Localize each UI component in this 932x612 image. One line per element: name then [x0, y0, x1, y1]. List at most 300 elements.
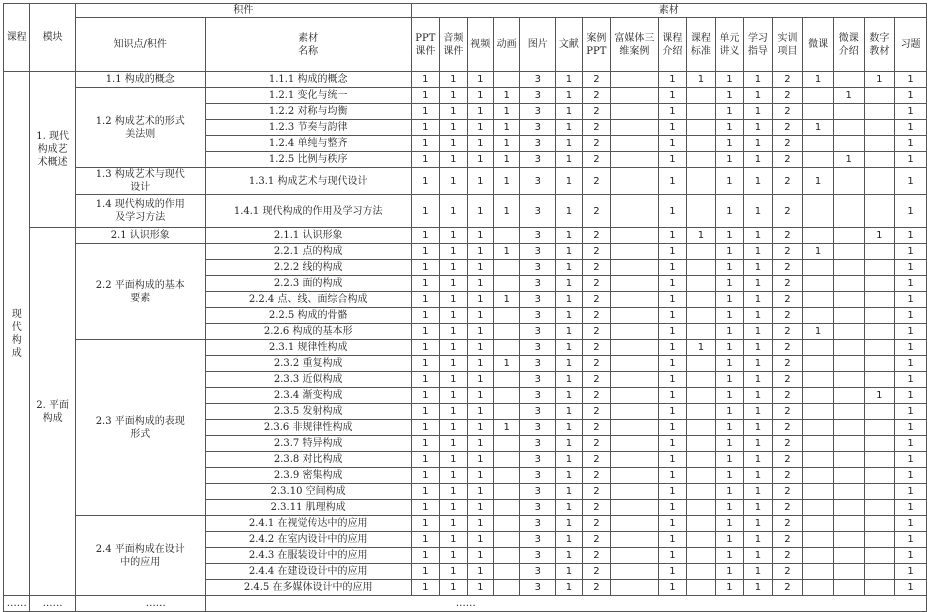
resource-count-cell: 1: [411, 372, 440, 388]
resource-count-cell: 1: [658, 436, 687, 452]
resource-count-cell: [803, 276, 834, 292]
resource-count-cell: 1: [895, 404, 927, 420]
material-col-header: 案例PPT: [582, 18, 611, 72]
resource-count-cell: [803, 340, 834, 356]
resource-count-cell: 1: [411, 404, 440, 420]
resource-count-cell: 1: [895, 532, 927, 548]
material-name-cell: 2.2.1 点的构成: [205, 244, 411, 260]
resource-count-cell: 1: [556, 104, 582, 120]
resource-count-cell: 1: [467, 532, 493, 548]
resource-count-cell: 1: [556, 340, 582, 356]
resource-count-cell: [493, 500, 519, 516]
resource-count-cell: 1: [658, 356, 687, 372]
resource-count-cell: 1: [411, 516, 440, 532]
resource-count-cell: 1: [744, 404, 773, 420]
resource-count-cell: 1: [411, 548, 440, 564]
resource-count-cell: [493, 468, 519, 484]
resource-count-cell: 2: [772, 356, 803, 372]
resource-count-cell: 1: [411, 120, 440, 136]
material-name-cell: 1.3.1 构成艺术与现代设计: [205, 168, 411, 195]
resource-count-cell: 1: [556, 452, 582, 468]
resource-count-cell: 3: [520, 308, 556, 324]
resource-count-cell: 1: [658, 324, 687, 340]
resource-count-cell: 2: [582, 452, 611, 468]
resource-count-cell: 1: [658, 195, 687, 228]
material-name-cell: 2.3.9 密集构成: [205, 468, 411, 484]
resource-count-cell: 3: [520, 388, 556, 404]
material-name-cell: 1.2.1 变化与统一: [205, 88, 411, 104]
resource-count-cell: [687, 356, 716, 372]
resource-count-cell: 1: [556, 324, 582, 340]
resource-count-cell: 1: [658, 260, 687, 276]
resource-count-cell: 1: [744, 228, 773, 244]
resource-count-cell: 1: [467, 516, 493, 532]
resource-count-cell: 1: [744, 548, 773, 564]
resource-count-cell: 3: [520, 580, 556, 596]
resource-count-cell: [611, 120, 659, 136]
resource-count-cell: 2: [772, 292, 803, 308]
resource-count-cell: 1: [556, 548, 582, 564]
resource-count-cell: 1: [440, 195, 467, 228]
resource-count-cell: 3: [520, 244, 556, 260]
resource-count-cell: [833, 195, 864, 228]
resource-count-cell: 1: [556, 120, 582, 136]
resource-count-cell: 1: [715, 228, 744, 244]
resource-count-cell: 2: [772, 436, 803, 452]
resource-count-cell: [611, 152, 659, 168]
resource-count-cell: [833, 308, 864, 324]
resource-count-cell: 3: [520, 516, 556, 532]
resource-count-cell: 1: [715, 292, 744, 308]
resource-count-cell: [833, 580, 864, 596]
resource-count-cell: [687, 308, 716, 324]
resource-count-cell: 1: [895, 308, 927, 324]
resource-count-cell: 1: [658, 468, 687, 484]
resource-count-cell: [833, 72, 864, 88]
resource-count-cell: [611, 260, 659, 276]
resource-count-cell: [687, 372, 716, 388]
resource-count-cell: 1: [744, 484, 773, 500]
resource-count-cell: 2: [772, 260, 803, 276]
resource-count-cell: [803, 548, 834, 564]
resource-count-cell: 1: [440, 388, 467, 404]
resource-count-cell: 1: [467, 420, 493, 436]
resource-count-cell: 1: [803, 168, 834, 195]
knowledge-point-cell: 1.4 现代构成的作用及学习方法: [75, 195, 205, 228]
resource-count-cell: 1: [411, 88, 440, 104]
resource-count-cell: 1: [658, 136, 687, 152]
resource-count-cell: [611, 516, 659, 532]
resource-count-cell: [803, 468, 834, 484]
resource-count-cell: 1: [556, 228, 582, 244]
resource-count-cell: 1: [658, 404, 687, 420]
resource-count-cell: 1: [440, 580, 467, 596]
material-name-cell: 1.1.1 构成的概念: [205, 72, 411, 88]
resource-count-cell: 1: [556, 356, 582, 372]
resource-count-cell: [687, 168, 716, 195]
resource-count-cell: 1: [411, 484, 440, 500]
resource-count-cell: 3: [520, 500, 556, 516]
resource-count-cell: 1: [715, 120, 744, 136]
resource-count-cell: [864, 168, 895, 195]
resource-count-cell: 1: [715, 88, 744, 104]
resource-count-cell: 2: [582, 152, 611, 168]
resource-count-cell: [611, 72, 659, 88]
resource-count-cell: 1: [744, 276, 773, 292]
resource-count-cell: 1: [658, 484, 687, 500]
resource-count-cell: 1: [556, 420, 582, 436]
resource-count-cell: [864, 340, 895, 356]
resource-count-cell: [803, 308, 834, 324]
resource-count-cell: 1: [556, 436, 582, 452]
resource-count-cell: 2: [582, 500, 611, 516]
resource-count-cell: 1: [411, 260, 440, 276]
module-header: 模块: [30, 4, 75, 72]
resource-count-cell: [803, 580, 834, 596]
resource-count-cell: 1: [556, 580, 582, 596]
resource-count-cell: [803, 436, 834, 452]
material-name-cell: 1.2.5 比例与秩序: [205, 152, 411, 168]
ellipsis-row: [4, 596, 927, 612]
material-col-header: PPT课件: [411, 18, 440, 72]
resource-count-cell: 1: [895, 244, 927, 260]
resource-count-cell: 1: [493, 136, 519, 152]
resource-count-cell: 1: [895, 564, 927, 580]
resource-count-cell: 1: [658, 548, 687, 564]
resource-count-cell: 2: [582, 104, 611, 120]
resource-count-cell: 1: [895, 356, 927, 372]
resource-count-cell: 1: [715, 276, 744, 292]
resource-count-cell: 1: [440, 356, 467, 372]
resource-count-cell: 2: [582, 532, 611, 548]
resource-count-cell: [687, 324, 716, 340]
material-name-cell: 2.3.7 特异构成: [205, 436, 411, 452]
resource-count-cell: 1: [556, 372, 582, 388]
resource-count-cell: 1: [493, 152, 519, 168]
resource-count-cell: 1: [687, 340, 716, 356]
table-row: [4, 88, 927, 104]
resource-count-cell: 1: [744, 260, 773, 276]
resource-count-cell: 1: [556, 276, 582, 292]
resource-count-cell: 1: [658, 88, 687, 104]
material-name-cell: 2.2.5 构成的骨骼: [205, 308, 411, 324]
resource-count-cell: [493, 484, 519, 500]
resource-count-cell: 1: [715, 244, 744, 260]
resource-count-cell: [687, 484, 716, 500]
resource-count-cell: [687, 244, 716, 260]
resource-count-cell: [803, 516, 834, 532]
resource-count-cell: 2: [582, 340, 611, 356]
resource-count-cell: 1: [411, 195, 440, 228]
resource-count-cell: 1: [556, 88, 582, 104]
resource-count-cell: 3: [520, 372, 556, 388]
resource-count-cell: [803, 104, 834, 120]
resource-count-cell: [833, 388, 864, 404]
resource-count-cell: 1: [467, 484, 493, 500]
resource-count-cell: 1: [658, 452, 687, 468]
resource-count-cell: 2: [582, 324, 611, 340]
resource-count-cell: 1: [467, 120, 493, 136]
resource-count-cell: 1: [895, 484, 927, 500]
resource-count-cell: 2: [772, 564, 803, 580]
resource-count-cell: 3: [520, 420, 556, 436]
resource-count-cell: [611, 484, 659, 500]
resource-count-cell: 1: [467, 388, 493, 404]
resource-count-cell: 1: [658, 420, 687, 436]
resource-count-cell: [611, 244, 659, 260]
resource-count-cell: 1: [440, 292, 467, 308]
resource-count-cell: 1: [744, 168, 773, 195]
resource-count-cell: 2: [772, 88, 803, 104]
module-name-cell: 2. 平面构成: [30, 228, 75, 596]
resource-count-cell: 1: [467, 324, 493, 340]
resource-count-cell: [611, 276, 659, 292]
resource-count-cell: 1: [715, 436, 744, 452]
resource-count-cell: [864, 532, 895, 548]
material-col-header: 课程介绍: [658, 18, 687, 72]
resource-count-cell: 1: [411, 468, 440, 484]
resource-count-cell: 1: [556, 136, 582, 152]
material-name-cell: 2.4.1 在视觉传达中的应用: [205, 516, 411, 532]
material-name-cell: 2.3.10 空间构成: [205, 484, 411, 500]
resource-count-cell: [864, 484, 895, 500]
resource-count-cell: [687, 548, 716, 564]
course-resource-table: [3, 3, 927, 612]
resource-count-cell: 2: [772, 120, 803, 136]
resource-count-cell: 1: [556, 564, 582, 580]
resource-count-cell: 1: [803, 244, 834, 260]
resource-count-cell: 3: [520, 168, 556, 195]
resource-count-cell: [833, 168, 864, 195]
resource-count-cell: 1: [467, 308, 493, 324]
resource-count-cell: 1: [411, 340, 440, 356]
resource-count-cell: 1: [864, 228, 895, 244]
resource-count-cell: 1: [467, 195, 493, 228]
resource-count-cell: [864, 580, 895, 596]
resource-count-cell: [493, 564, 519, 580]
resource-count-cell: 1: [715, 152, 744, 168]
resource-count-cell: [803, 136, 834, 152]
resource-count-cell: 2: [582, 136, 611, 152]
resource-count-cell: 1: [440, 324, 467, 340]
material-col-header: 实训项目: [772, 18, 803, 72]
resource-count-cell: [803, 260, 834, 276]
resource-count-cell: [864, 452, 895, 468]
resource-count-cell: [493, 308, 519, 324]
knowledge-point-cell: 2.4 平面构成在设计中的应用: [75, 516, 205, 596]
resource-count-cell: 2: [772, 228, 803, 244]
resource-count-cell: 2: [772, 388, 803, 404]
resource-count-cell: 2: [582, 168, 611, 195]
material-name-cell: 2.1.1 认识形象: [205, 228, 411, 244]
resource-count-cell: 1: [895, 420, 927, 436]
resource-count-cell: 1: [556, 532, 582, 548]
resource-count-cell: 1: [467, 548, 493, 564]
resource-count-cell: 2: [772, 452, 803, 468]
resource-count-cell: [833, 260, 864, 276]
resource-count-cell: 2: [772, 276, 803, 292]
resource-count-cell: 1: [493, 356, 519, 372]
resource-count-cell: 1: [411, 104, 440, 120]
resource-count-cell: 1: [556, 468, 582, 484]
resource-count-cell: 1: [803, 120, 834, 136]
resource-count-cell: [833, 484, 864, 500]
resource-count-cell: 2: [772, 580, 803, 596]
resource-count-cell: 1: [440, 88, 467, 104]
resource-count-cell: 1: [440, 168, 467, 195]
resource-count-cell: [864, 136, 895, 152]
resource-count-cell: [803, 195, 834, 228]
resource-count-cell: 1: [658, 372, 687, 388]
material-name-cell: 2.4.3 在服装设计中的应用: [205, 548, 411, 564]
resource-count-cell: 1: [895, 340, 927, 356]
resource-count-cell: [833, 340, 864, 356]
resource-count-cell: [611, 228, 659, 244]
material-name-cell: 2.4.4 在建设设计中的应用: [205, 564, 411, 580]
material-name-cell: 2.2.2 线的构成: [205, 260, 411, 276]
resource-count-cell: [833, 548, 864, 564]
resource-count-cell: 1: [658, 72, 687, 88]
resource-count-cell: 1: [411, 152, 440, 168]
resource-count-cell: 1: [658, 276, 687, 292]
material-name-cell: 2.3.5 发射构成: [205, 404, 411, 420]
resource-count-cell: 1: [895, 260, 927, 276]
resource-count-cell: 1: [895, 88, 927, 104]
resource-count-cell: [803, 420, 834, 436]
resource-count-cell: 1: [411, 356, 440, 372]
resource-count-cell: [611, 340, 659, 356]
resource-count-cell: 1: [467, 468, 493, 484]
resource-count-cell: 1: [556, 72, 582, 88]
resource-count-cell: 1: [895, 500, 927, 516]
resource-count-cell: 1: [744, 388, 773, 404]
resource-count-cell: 2: [772, 244, 803, 260]
resource-count-cell: 1: [493, 195, 519, 228]
resource-count-cell: [864, 404, 895, 420]
material-name-cell: 2.2.6 构成的基本形: [205, 324, 411, 340]
resource-count-cell: 1: [440, 244, 467, 260]
resource-count-cell: 1: [715, 136, 744, 152]
resource-count-cell: 2: [582, 276, 611, 292]
resource-count-cell: 1: [895, 104, 927, 120]
resource-count-cell: 1: [467, 436, 493, 452]
resource-count-cell: 1: [411, 436, 440, 452]
resource-count-cell: [493, 276, 519, 292]
resource-count-cell: [611, 136, 659, 152]
resource-count-cell: 2: [582, 404, 611, 420]
resource-count-cell: [864, 468, 895, 484]
resource-count-cell: 3: [520, 324, 556, 340]
resource-count-cell: 1: [493, 168, 519, 195]
resource-count-cell: [803, 388, 834, 404]
resource-count-cell: 1: [467, 136, 493, 152]
resource-count-cell: [803, 152, 834, 168]
resource-count-cell: 3: [520, 532, 556, 548]
resource-count-cell: 1: [715, 308, 744, 324]
material-col-header: 动画: [493, 18, 519, 72]
resource-count-cell: [864, 195, 895, 228]
resource-count-cell: [611, 580, 659, 596]
resource-count-cell: 2: [772, 372, 803, 388]
resource-count-cell: [611, 308, 659, 324]
resource-count-cell: 1: [440, 484, 467, 500]
material-col-header: 数字教材: [864, 18, 895, 72]
resource-count-cell: [864, 564, 895, 580]
resource-count-cell: 1: [467, 404, 493, 420]
knowledge-point-cell: 2.3 平面构成的表现形式: [75, 340, 205, 516]
resource-count-cell: 1: [744, 420, 773, 436]
resource-count-cell: 1: [715, 484, 744, 500]
resource-count-cell: 1: [715, 564, 744, 580]
resource-count-cell: 3: [520, 292, 556, 308]
resource-count-cell: [803, 484, 834, 500]
resource-count-cell: [833, 136, 864, 152]
resource-count-cell: 1: [411, 136, 440, 152]
resource-count-cell: 1: [658, 120, 687, 136]
resource-count-cell: 1: [411, 452, 440, 468]
resource-count-cell: 1: [687, 72, 716, 88]
resource-count-cell: [611, 372, 659, 388]
resource-count-cell: [833, 292, 864, 308]
resource-count-cell: [864, 324, 895, 340]
resource-count-cell: 1: [895, 195, 927, 228]
resource-count-cell: [803, 500, 834, 516]
resource-count-cell: [687, 436, 716, 452]
resource-count-cell: [687, 532, 716, 548]
resource-count-cell: 1: [864, 388, 895, 404]
resource-count-cell: 1: [864, 72, 895, 88]
knowledge-point-cell: 1.1 构成的概念: [75, 72, 205, 88]
resource-count-cell: [864, 436, 895, 452]
knowledge-point-cell: 1.2 构成艺术的形式美法则: [75, 88, 205, 168]
resource-count-cell: 1: [715, 168, 744, 195]
knowledge-point-cell: 2.1 认识形象: [75, 228, 205, 244]
resource-count-cell: 1: [556, 484, 582, 500]
resource-count-cell: 2: [582, 516, 611, 532]
resource-count-cell: [803, 292, 834, 308]
resource-count-cell: 1: [411, 276, 440, 292]
resource-count-cell: 1: [803, 324, 834, 340]
resource-count-cell: [833, 404, 864, 420]
resource-count-cell: [833, 120, 864, 136]
material-col-header: 学习指导: [744, 18, 773, 72]
resource-count-cell: 3: [520, 468, 556, 484]
resource-count-cell: 1: [658, 340, 687, 356]
resource-count-cell: 1: [895, 548, 927, 564]
resource-count-cell: [611, 420, 659, 436]
resource-count-cell: [687, 452, 716, 468]
material-col-header: 音频课件: [440, 18, 467, 72]
resource-count-cell: [864, 244, 895, 260]
resource-count-cell: 1: [833, 152, 864, 168]
resource-count-cell: 1: [493, 120, 519, 136]
resource-count-cell: [687, 404, 716, 420]
resource-count-cell: 1: [715, 260, 744, 276]
material-col-header: 单元讲义: [715, 18, 744, 72]
resource-count-cell: [803, 372, 834, 388]
resource-count-cell: [803, 356, 834, 372]
resource-count-cell: 2: [582, 292, 611, 308]
resource-count-cell: 2: [772, 195, 803, 228]
resource-count-cell: [611, 292, 659, 308]
resource-count-cell: [493, 548, 519, 564]
resource-count-cell: 2: [582, 120, 611, 136]
material-name-header: 素材 名称: [205, 18, 411, 72]
resource-count-cell: [687, 500, 716, 516]
resource-count-cell: 1: [411, 388, 440, 404]
resource-count-cell: [864, 516, 895, 532]
table-row: [4, 72, 927, 88]
